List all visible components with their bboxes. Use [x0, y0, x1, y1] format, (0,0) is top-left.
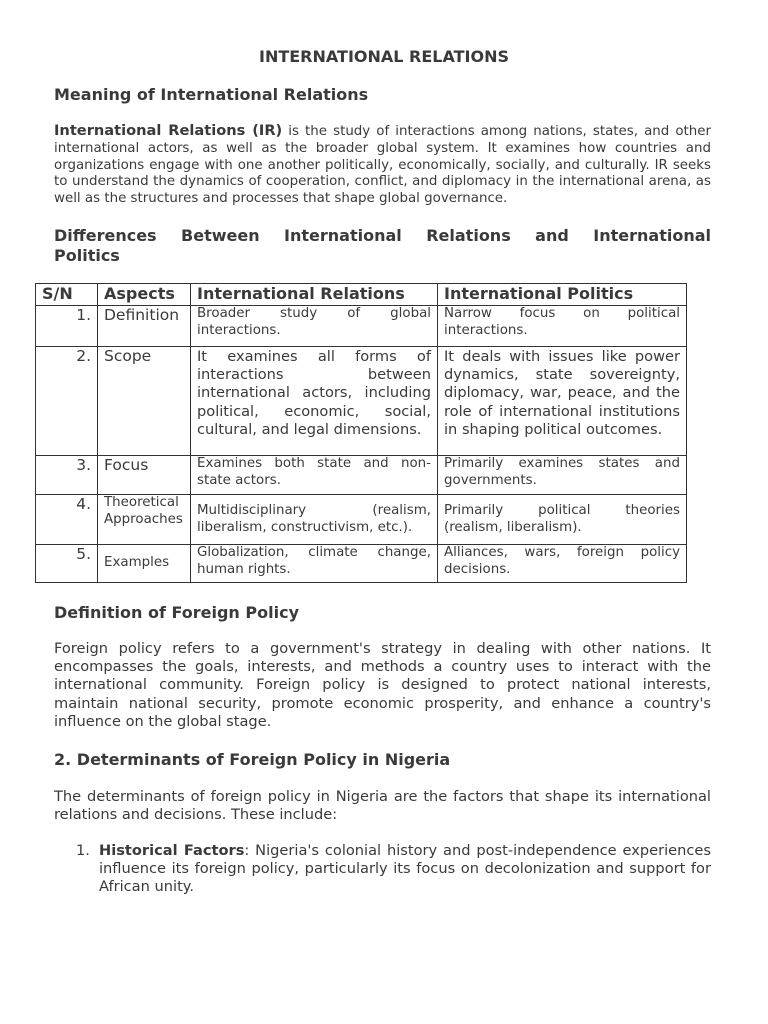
- row-sn: 4.: [36, 495, 98, 545]
- row-ip-cell: Narrow focus on political interactions.: [438, 306, 687, 347]
- row-ir-cell: Broader study of global interactions.: [191, 306, 438, 347]
- row-aspect: Theoretical Approaches: [98, 495, 191, 545]
- row-aspect: Scope: [98, 347, 191, 456]
- meaning-heading: Meaning of International Relations: [54, 85, 369, 104]
- meaning-paragraph: [54, 123, 711, 208]
- list-item-bold: Historical Factors: [99, 842, 245, 859]
- list-item: [76, 842, 711, 897]
- row-sn: 3.: [36, 456, 98, 495]
- comparison-table: [35, 283, 687, 583]
- row-aspect: Focus: [98, 456, 191, 495]
- table-row: [36, 306, 687, 347]
- list-item-text: : Nigeria's colonial history and post-independence experiences influence its foreign policy, particularly its focus on decolonization and support for African unity.: [99, 842, 711, 896]
- table-row: [36, 456, 687, 495]
- row-ir-cell: Examines both state and non-state actors.: [191, 456, 438, 495]
- document-title: INTERNATIONAL RELATIONS: [258, 47, 509, 66]
- row-ip-cell: Primarily political theories (realism, liberalism).: [438, 495, 687, 545]
- row-ip-cell: Alliances, wars, foreign policy decisions.: [438, 545, 687, 583]
- list-item-number: 1.: [76, 842, 90, 859]
- row-ip-cell: Primarily examines states and governments.: [438, 456, 687, 495]
- determinants-list: [54, 842, 711, 897]
- row-ir-cell: Multidisciplinary (realism, liberalism, constructivism, etc.).: [191, 495, 438, 545]
- determinants-intro: The determinants of foreign policy in Nigeria are the factors that shape its international relations and decisions. These include:: [54, 788, 711, 824]
- differences-heading: [54, 226, 711, 266]
- row-aspect: Definition: [98, 306, 191, 347]
- row-ir-cell: Globalization, climate change, human rights.: [191, 545, 438, 583]
- foreign-policy-heading: Definition of Foreign Policy: [54, 603, 299, 622]
- table-row: [36, 347, 687, 456]
- table-row: [36, 545, 687, 583]
- meaning-text: is the study of interactions among nations, states, and other international actors, as well as the broader global system. It examines how countries and organizations engage with one another politically, economically, socially, and culturally. IR seeks to understand the dynamics of cooperation, conflict, and diplomacy in the international arena, as well as the structures and processes that shape global governance.: [54, 124, 712, 207]
- differences-heading-line1: Differences Between International Relations and International: [54, 226, 711, 245]
- table-header-row: [36, 284, 687, 306]
- foreign-policy-paragraph: Foreign policy refers to a government's strategy in dealing with other nations. It encompasses the goals, interests, and methods a country uses to interact with the international community. Foreign policy is designed to protect national interests, maintain national security, promote economic prosperity, and enhance a country's influence on the global stage.: [54, 640, 711, 730]
- row-aspect: Examples: [98, 545, 191, 583]
- row-ir-cell: It examines all forms of interactions between international actors, including political, economic, social, cultural, and legal dimensions.: [191, 347, 438, 456]
- differences-heading-line2: Politics: [54, 246, 120, 265]
- header-international-relations: International Relations: [191, 284, 438, 306]
- row-sn: 2.: [36, 347, 98, 456]
- meaning-bold-term: International Relations (IR): [54, 122, 283, 139]
- row-sn: 1.: [36, 306, 98, 347]
- table-row: [36, 495, 687, 545]
- determinants-heading: 2. Determinants of Foreign Policy in Nigeria: [54, 750, 451, 769]
- row-sn: 5.: [36, 545, 98, 583]
- row-ip-cell: It deals with issues like power dynamics, state sovereignty, diplomacy, war, peace, and the role of international institutions in shaping political outcomes.: [438, 347, 687, 456]
- header-sn: S/N: [36, 284, 98, 306]
- header-aspects: Aspects: [98, 284, 191, 306]
- header-international-politics: International Politics: [438, 284, 687, 306]
